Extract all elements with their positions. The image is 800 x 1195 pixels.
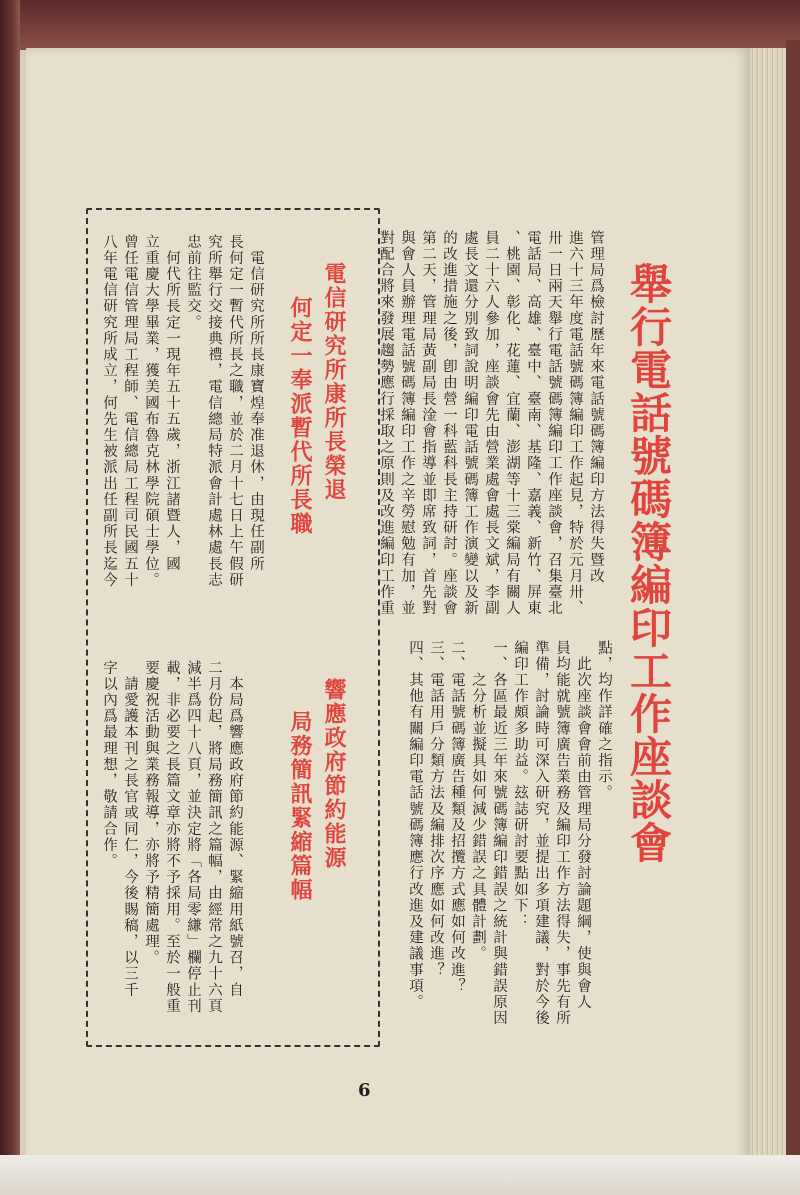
main-article-line: 編印工作頗多助益。玆誌研討要點如下： [512, 640, 528, 930]
main-article-line: 員均能就號簿廣告業務及編印工作方法得失，事先有所 [554, 640, 570, 1027]
main-article-title: 舉行電話號碼簿編印工作座談會 [624, 262, 673, 864]
box-article-2-line: 字以內爲最理想，敬請合作。 [101, 660, 117, 870]
box-article-1-line: 立重慶大學畢業，獲美國布魯克林學院碩士學位。 [143, 234, 159, 589]
main-article-body-bottom [404, 640, 614, 1040]
main-article-line: 的改進措施之後，卽由營一科藍科長主持研討。座談會 [441, 230, 457, 617]
main-article-line: 點，均作詳確之指示。 [596, 640, 612, 801]
box-article-2-line: 載，非必要之長篇文章亦將不予採用。至於一般重 [164, 660, 180, 1015]
main-article-line: 一、各區最近三年來號碼簿編印錯誤之統計與錯誤原因 [491, 640, 507, 1027]
box-article-1-body [98, 234, 266, 614]
box-article-2-line: 請愛護本刊之長官或同仁，今後賜稿，以三千 [122, 660, 138, 999]
box-article-2-title-2: 局務簡訊緊縮篇幅 [287, 710, 312, 902]
box-article-1-line: 八年電信研究所成立，何先生被派出任副所長迄今 [101, 234, 117, 589]
main-article-line: 卅一日兩天舉行電話號碼簿編印工作座談會，召集臺北 [546, 230, 562, 617]
box-article-1-line: 何代所長定一現年五十五歲，浙江諸暨人，國 [164, 234, 180, 573]
main-article-line: 三、電話用戶分類方法及編排次序應如何改進？ [428, 640, 444, 979]
main-article-line: 二、電話號碼簿廣告種類及招攬方式應如何改進？ [449, 640, 465, 995]
box-article-1-title-2: 何定一奉派暫代所長職 [287, 296, 312, 536]
book-spine-left [0, 0, 20, 1195]
main-article-line: 準備，討論時可深入研究，並提出多項建議，對於今後 [533, 640, 549, 1027]
box-article-2-line: 二月份起，將局務簡訊之篇幅，由經常之九十六頁 [206, 660, 222, 1015]
main-article-line: 與會人員辦理電話號碼簿編印工作之辛勞慰勉有加，並 [399, 230, 415, 617]
main-article-line: 四、其他有關編印電話號碼簿應行改進及建議事項。 [407, 640, 423, 1011]
page-number: 6 [358, 1080, 371, 1101]
box-article-2-line: 本局爲響應政府節約能源、緊縮用紙號召，自 [227, 660, 243, 999]
main-article-line: 進六十三年度電話號碼簿編印工作起見，特於元月卅、 [567, 230, 583, 617]
box-article-1-line: 究所舉行交接典禮，電信總局特派會計處林處長志 [206, 234, 222, 589]
main-article-body-top [375, 230, 606, 630]
book-bottom-edge [0, 1155, 800, 1195]
box-article-2-body [98, 660, 245, 1040]
book-cover-right [786, 40, 800, 1185]
main-article-line: 對配合將來發展趨勢應行採取之原則及改進編印工作重 [378, 230, 394, 617]
box-article-1-line: 忠前往監交。 [185, 234, 201, 331]
main-article-line: 管理局爲檢討歷年來電話號碼簿編印方法得失暨改 [588, 230, 604, 585]
main-article-line: 電話局、高雄、臺中、臺南、基隆、嘉義、新竹、屏東 [525, 230, 541, 617]
main-article-line: 之分析並擬具如何減少錯誤之具體計劃。 [470, 640, 486, 962]
box-article-1-line: 長何定一暫代所長之職，並於二月十七日上午假研 [227, 234, 243, 589]
book-cover-top [0, 0, 800, 50]
main-article-line: 、桃園、彰化、花蓮、宜蘭、澎湖等十三棠編局有關人 [504, 230, 520, 617]
main-article-line: 員二十六人參加，座談會先由營業處會處長文斌，李副 [483, 230, 499, 617]
page-stack-edge [750, 48, 786, 1175]
box-article-2-line: 減半爲四十八頁，並決定將「各局零縑」欄停止刊 [185, 660, 201, 1015]
box-article-1-line: 電信研究所所長康寶煌奉准退休，由現任副所 [248, 234, 264, 573]
box-article-1-title-1: 電信研究所康所長榮退 [321, 262, 346, 502]
main-article-line: 第二天，管理局黃副局長淦會指導並即席致詞，首先對 [420, 230, 436, 617]
box-article-1-line: 曾任電信管理局工程師、電信總局工程司民國五十 [122, 234, 138, 589]
box-article-2-title-1: 響應政府節約能源 [321, 678, 346, 870]
main-article-line: 處長文還分別致詞說明編印電話號碼簿工作演變以及新 [462, 230, 478, 617]
main-article-line: 此次座談會會前由管理局分發討論題綱，使與會人 [575, 640, 591, 1011]
box-article-2-line: 要慶祝活動與業務報導，亦將予精簡處理。 [143, 660, 159, 966]
